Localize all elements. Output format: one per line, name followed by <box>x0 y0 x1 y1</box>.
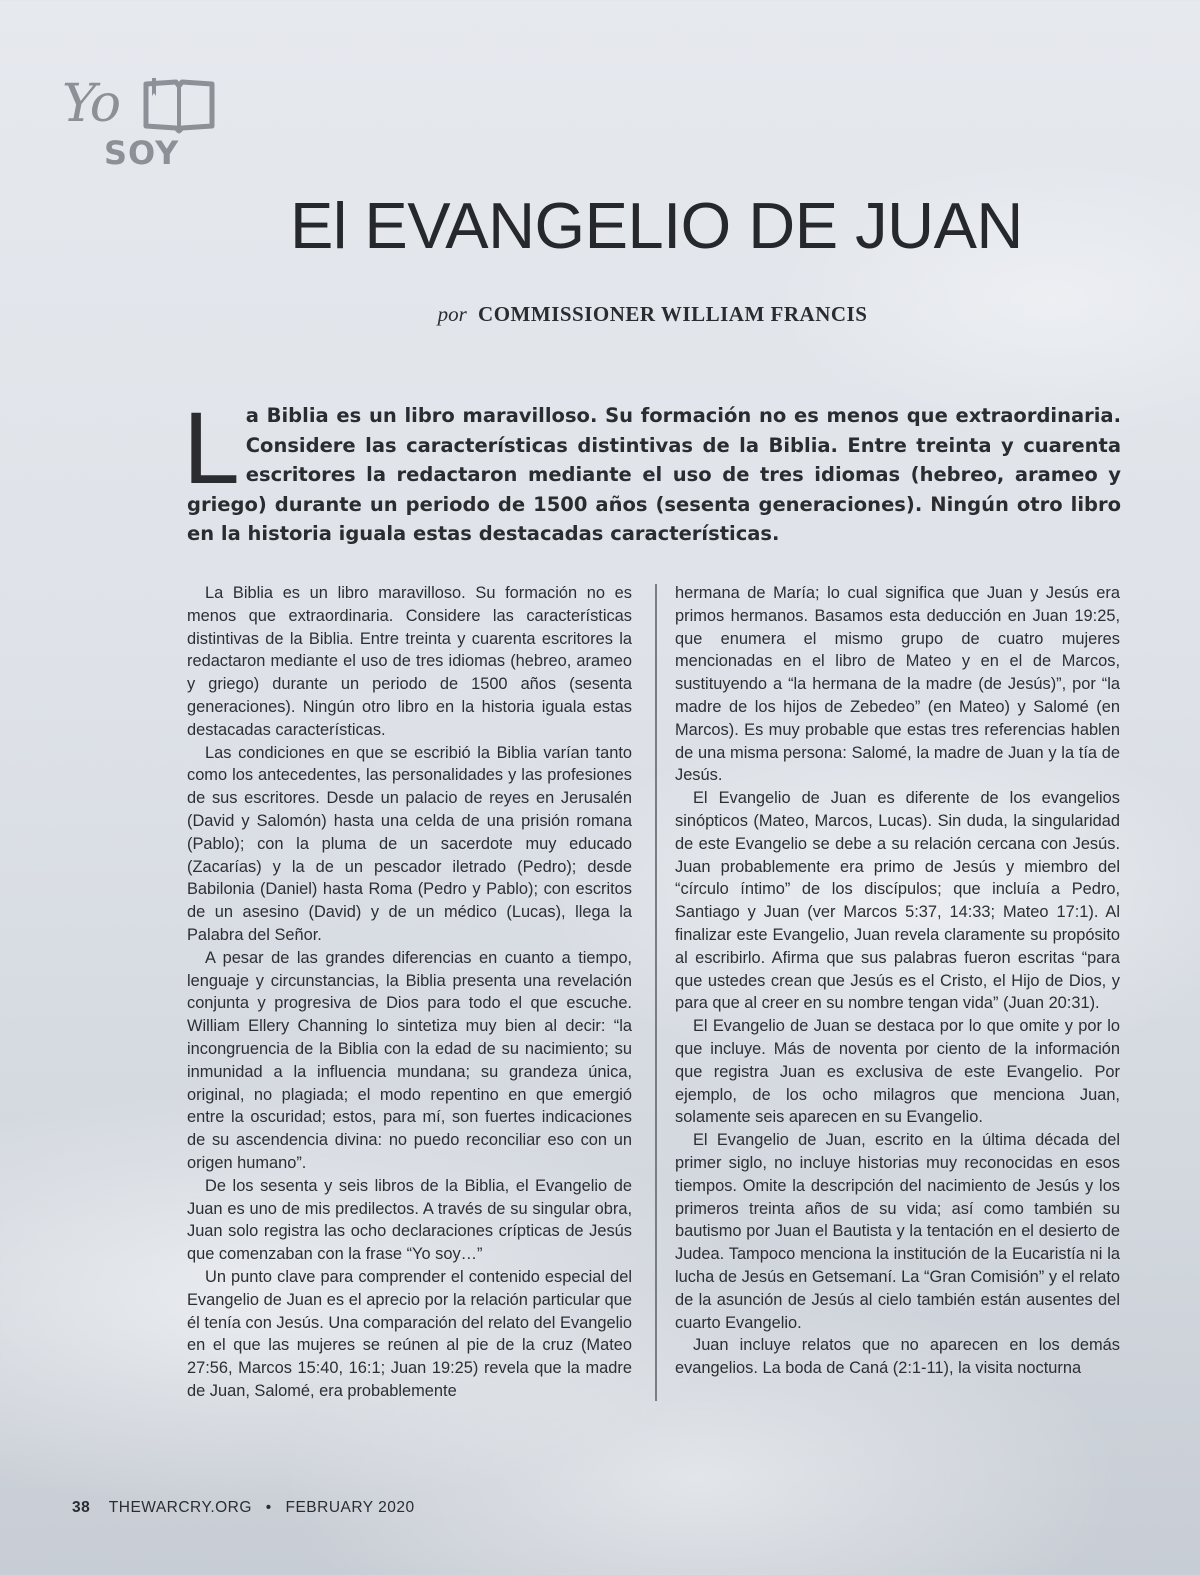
drop-cap: L <box>183 391 240 505</box>
lead-text: a Biblia es un libro maravilloso. Su formación no es menos que extraordinaria. Considere las características distintivas de la Biblia. Entre treinta y cuarenta escritores la redactaron mediante el uso de tres idiomas (hebreo, arameo y griego) durante un periodo de 1500 años (sesenta generaciones). Ningún otro libro en la historia iguala estas destacadas características. <box>187 404 1121 545</box>
byline-author: COMMISSIONER WILLIAM FRANCIS <box>478 302 868 326</box>
logo-yo-text: Yo <box>62 74 120 134</box>
article-title: El EVANGELIO DE JUAN <box>290 189 1023 262</box>
body-paragraph: La Biblia es un libro maravilloso. Su formación no es menos que extraordinaria. Considere las características distintivas de la Biblia. Entre treinta y cuarenta escritores la redactaron mediante el uso de tres idiomas (hebreo, arameo y griego) durante un periodo de 1500 años (sesenta generaciones). Ningún otro libro en la historia iguala estas destacadas características. <box>187 584 632 739</box>
byline-por: por <box>437 302 467 326</box>
byline <box>0 302 1200 327</box>
body-paragraph: De los sesenta y seis libros de la Biblia, el Evangelio de Juan es uno de mis predilectos. A través de su singular obra, Juan solo registra las ocho declaraciones crípticas de Jesús que comenzaban con la frase “Yo soy…” <box>187 1176 632 1264</box>
footer-date: FEBRUARY 2020 <box>285 1499 415 1516</box>
body-paragraph: hermana de María; lo cual significa que Juan y Jesús era primos hermanos. Basamos esta deducción en Juan 19:25, que enumera el mismo grupo de cuatro mujeres mencionadas en el libro de Mateo y en el de Marcos, sustituyendo a “la hermana de la madre (de Jesús)”, por “la madre de los hijos de Zebedeo” (en Mateo) y Salomé (en Marcos). Es muy probable que estas tres referencias hablen de una misma persona: Salomé, la madre de Juan y la tía de Jesús. <box>675 584 1120 785</box>
open-book-icon <box>142 76 216 139</box>
body-paragraph: El Evangelio de Juan, escrito en la última década del primer siglo, no incluye historias muy reconocidas en esos tiempos. Omite la descripción del nacimiento de Jesús y los primeros treinta años de su vida; así como también su bautismo por Juan el Bautista y la tentación en el desierto de Judea. Tampoco menciona la institución de la Eucaristía ni la lucha de Jesús en Getsemaní. La “Gran Comisión” y el relato de la asunción de Jesús al cielo también están ausentes del cuarto Evangelio. <box>675 1131 1120 1332</box>
body-paragraph: Un punto clave para comprender el contenido especial del Evangelio de Juan es el aprecio por la relación particular que él tenía con Jesús. Una comparación del relato del Evangelio en el que las mujeres se reúnen al pie de la cruz (Mateo 27:56, Marcos 15:40, 16:1; Juan 19:25) revela que la madre de Juan, Salomé, era probablemente <box>187 1267 632 1400</box>
page-number: 38 <box>72 1499 91 1516</box>
body-paragraph: Las condiciones en que se escribió la Biblia varían tanto como los antecedentes, las personalidades y las profesiones de sus escritores. Desde un palacio de reyes en Jerusalén (David y Salomón) hasta una celda de una prisión romana (Pablo); con la pluma de un sacerdote muy educado (Zacarías) y la de un pescador iletrado (Pedro); desde Babilonia (Daniel) hasta Roma (Pedro y Pablo); con escritos de un asesino (David) y de un médico (Lucas), llega la Palabra del Señor. <box>187 743 632 944</box>
yo-soy-logo <box>62 72 222 172</box>
body-paragraph: Juan incluye relatos que no aparecen en los demás evangelios. La boda de Caná (2:1-11), la visita nocturna <box>675 1336 1120 1378</box>
body-paragraph: A pesar de las grandes diferencias en cuanto a tiempo, lenguaje y circunstancias, la Biblia presenta una revelación conjunta y progresiva de Dios para todo el que escuche. William Ellery Channing lo sintetiza muy bien al decir: “la incongruencia de la Biblia con la edad de su nacimiento; su inmunidad a la influencia mundana; su grandeza única, original, no plagiada; el modo repentino en que emergió entre la oscuridad; estos, para mí, son fuertes indicaciones de su ascendencia divina: no puedo reconciliar eso con un origen humano”. <box>187 948 632 1172</box>
footer-site: THEWARCRY.ORG <box>108 1499 252 1516</box>
lead-paragraph <box>183 391 1121 549</box>
logo-soy-text: SOY <box>104 134 180 172</box>
column-divider <box>655 584 657 1401</box>
right-column <box>675 582 1120 1380</box>
left-column <box>187 582 632 1403</box>
page-footer <box>72 1499 415 1517</box>
body-paragraph: El Evangelio de Juan es diferente de los evangelios sinópticos (Mateo, Marcos, Lucas). Sin duda, la singularidad de este Evangelio se debe a su relación cercana con Jesús. Juan probablemente era primo de Jesús y miembro del “círculo íntimo” de los discípulos; que incluía a Pedro, Santiago y Juan (ver Marcos 5:37, 14:33; Mateo 17:1). Al finalizar este Evangelio, Juan revela claramente su propósito al escribirlo. Afirma que sus palabras fueron escritas “para que ustedes crean que Jesús es el Cristo, el Hijo de Dios, y para que al creer en su nombre tengan vida” (Juan 20:31). <box>675 789 1120 1013</box>
body-paragraph: El Evangelio de Juan se destaca por lo que omite y por lo que incluye. Más de noventa por ciento de la información que registra Juan es exclusiva de este Evangelio. Por ejemplo, de los ocho milagros que menciona Juan, solamente seis aparecen en su Evangelio. <box>675 1017 1120 1127</box>
footer-separator: • <box>265 1499 272 1516</box>
